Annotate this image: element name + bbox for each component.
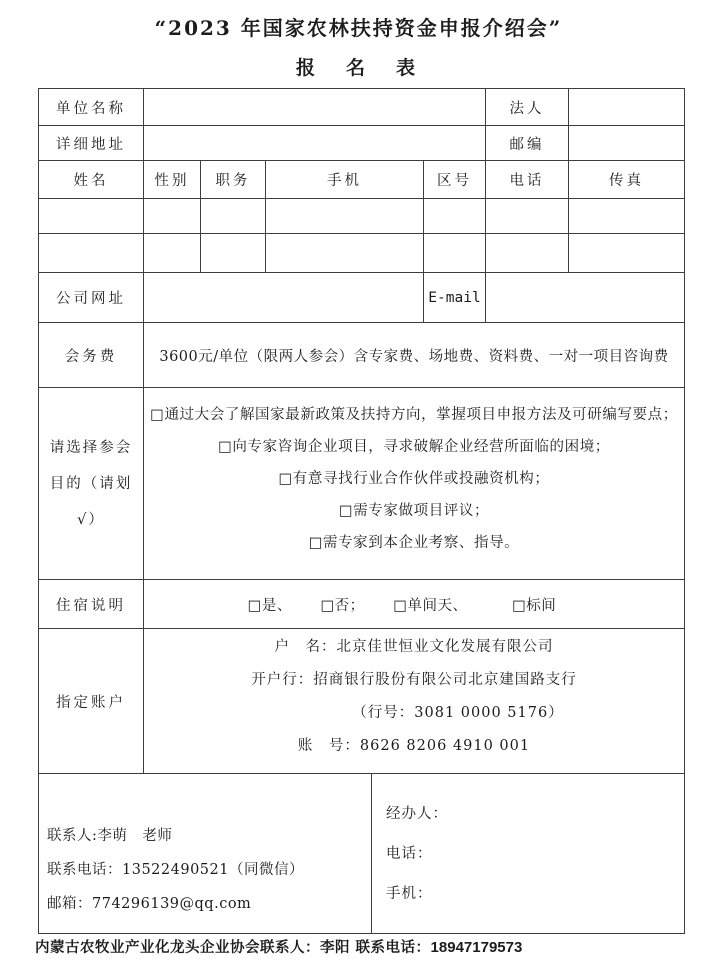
attendee-cell[interactable]	[486, 234, 569, 273]
footer-phone: 18947179573	[430, 939, 523, 956]
bank-account-name: 户 名：北京佳世恒业文化发展有限公司	[274, 639, 554, 655]
attendee-cell[interactable]	[569, 234, 685, 273]
unit-name-label: 单位名称	[39, 89, 144, 126]
purpose-option-2-checkbox[interactable]: □向专家咨询企业项目，寻求破解企业经营所面临的困境；	[218, 438, 610, 455]
handler-mobile-label: 手机：	[386, 886, 433, 902]
handler-name-label: 经办人：	[386, 806, 448, 822]
address-label: 详细地址	[39, 126, 144, 161]
email-field[interactable]	[486, 273, 685, 323]
accommodation-no-checkbox[interactable]: □否；	[320, 597, 365, 614]
attendee-cell[interactable]	[424, 234, 486, 273]
form-title: 报 名 表	[295, 57, 421, 79]
contact-phone: 联系电话：13522490521（同微信）	[47, 862, 304, 878]
website-label: 公司网址	[39, 273, 144, 323]
accommodation-label: 住宿说明	[39, 580, 144, 629]
footer-text: 内蒙古农牧业产业化龙头企业协会联系人：李阳 联系电话：	[35, 939, 431, 956]
accommodation-single-room-checkbox[interactable]: □单间天、	[393, 597, 468, 614]
handler-block	[371, 774, 684, 933]
registration-table	[38, 88, 685, 934]
attendee-cell[interactable]	[569, 199, 685, 234]
account-label: 指定账户	[39, 629, 144, 774]
bank-account-details	[144, 629, 685, 774]
attendee-cell[interactable]	[39, 199, 144, 234]
bank-account-number: 账 号：8626 8206 4910 001	[297, 738, 531, 754]
attendee-cell[interactable]	[201, 234, 266, 273]
purpose-label-line: 请选择参会	[49, 439, 133, 456]
contact-email: 邮箱：774296139@qq.com	[47, 896, 252, 912]
attendee-header-area-code: 区号	[424, 161, 486, 199]
attendee-cell[interactable]	[201, 199, 266, 234]
attendee-cell[interactable]	[144, 199, 201, 234]
email-label: E-mail	[424, 273, 486, 323]
attendee-cell[interactable]	[144, 234, 201, 273]
website-field[interactable]	[144, 273, 424, 323]
bank-branch: 开户行：招商银行股份有限公司北京建国路支行	[251, 672, 577, 688]
legal-person-label: 法人	[486, 89, 569, 126]
attendee-cell[interactable]	[266, 234, 424, 273]
purpose-option-5-checkbox[interactable]: □需专家到本企业考察、指导。	[308, 534, 520, 551]
attendee-cell[interactable]	[266, 199, 424, 234]
attendee-header-name: 姓名	[39, 161, 144, 199]
attendee-header-mobile: 手机	[266, 161, 424, 199]
purpose-option-4-checkbox[interactable]: □需专家做项目评议；	[338, 502, 490, 519]
attendee-header-gender: 性别	[144, 161, 201, 199]
attendee-header-position: 职务	[201, 161, 266, 199]
attendee-header-fax: 传真	[569, 161, 685, 199]
accommodation-options-cell	[144, 580, 685, 629]
address-field[interactable]	[144, 126, 486, 161]
contact-wrap	[39, 774, 684, 933]
purpose-label-line: 目的（请划	[49, 475, 133, 492]
handler-phone-label: 电话：	[386, 846, 433, 862]
fee-description: 3600元/单位（限两人参会）含专家费、场地费、资料费、一对一项目咨询费	[144, 323, 685, 388]
attendee-header-phone: 电话	[486, 161, 569, 199]
purpose-label-line: √）	[77, 511, 105, 528]
unit-name-field[interactable]	[144, 89, 486, 126]
postcode-field[interactable]	[569, 126, 685, 161]
purpose-label	[39, 388, 144, 580]
contact-person: 联系人:李萌 老师	[47, 828, 173, 844]
postcode-label: 邮编	[486, 126, 569, 161]
fee-label: 会务费	[39, 323, 144, 388]
purpose-option-3-checkbox[interactable]: □有意寻找行业合作伙伴或投融资机构；	[278, 470, 550, 487]
contact-section	[39, 774, 685, 934]
footer-note	[35, 936, 695, 957]
document-title: “2023 年国家农林扶持资金申报介绍会”	[154, 16, 563, 40]
accommodation-standard-room-checkbox[interactable]: □标间	[512, 597, 557, 614]
organizer-contact-block	[39, 774, 371, 933]
legal-person-field[interactable]	[569, 89, 685, 126]
attendee-cell[interactable]	[39, 234, 144, 273]
attendee-cell[interactable]	[424, 199, 486, 234]
bank-branch-number: （行号：3081 0000 5176）	[352, 705, 564, 721]
purpose-options-cell	[144, 388, 685, 580]
accommodation-yes-checkbox[interactable]: □是、	[247, 597, 292, 614]
purpose-option-1-checkbox[interactable]: □通过大会了解国家最新政策及扶持方向，掌握项目申报方法及可研编写要点；	[150, 406, 678, 423]
attendee-cell[interactable]	[486, 199, 569, 234]
